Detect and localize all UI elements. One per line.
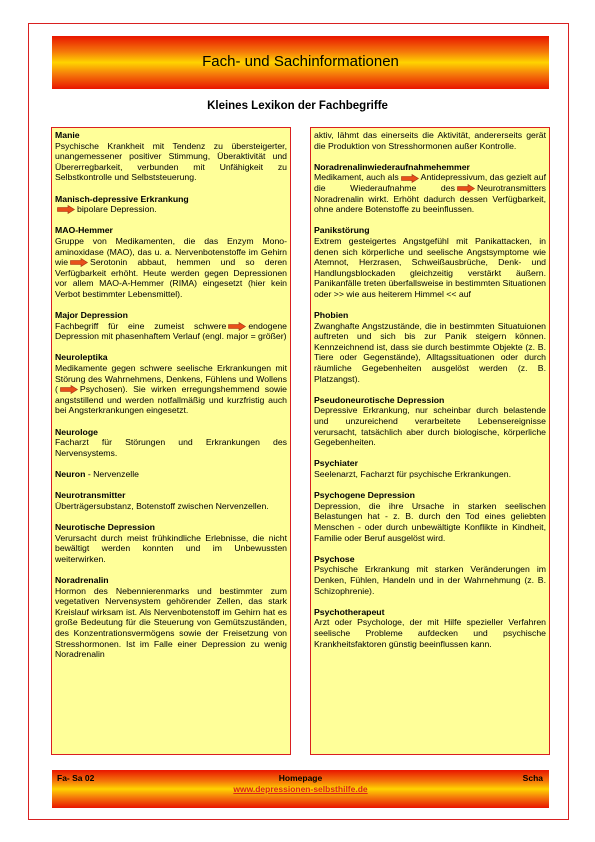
entry-term: Panikstörung (314, 225, 370, 236)
definition-text: Extrem gesteigertes Angstgefühl mit Panikattacken, in denen sich körperliche und seelische Angstsymptome wie Atemnot, Herzrasen, Schweißausbrüche, Denk- und Handlungsblockaden gleichzeitig verstärkt äußern. Panikanfälle treten überfallsweise in bestimmten Situationen oder >> wie aus heiterem Himmel << auf (314, 235, 546, 299)
definition-text: endogene Depression mit phasenhaftem Verlauf (engl. major = größer) (55, 320, 287, 342)
lexicon-entry (314, 225, 546, 299)
entry-definition (55, 501, 287, 512)
lexicon-title: Kleines Lexikon der Fachbegriffe (207, 100, 388, 112)
definition-text: Serotonin abbaut, hemmen und so deren Verfügbarkeit erhöht. Heute werden gegen Depressionen vor allem MAO-A-Hemmer (RIMA) eingesetzt (hier kein Verbot bestimmter Lebensmittel). (55, 257, 287, 299)
entry-definition (314, 501, 546, 543)
entry-definition (55, 363, 287, 416)
entry-term: MAO-Hemmer (55, 225, 113, 236)
footer-banner (52, 770, 549, 808)
entry-definition (314, 405, 546, 447)
entry-term: Noradrenalinwiederaufnahmehemmer (314, 161, 470, 172)
entry-definition (55, 586, 287, 660)
lexicon-entry (55, 469, 287, 480)
lexicon-entry (314, 607, 546, 649)
definition-text: Depression, die ihre Ursache in starken seelischen Belastungen hat - z. B. durch den Tod eines geliebten Menschen - oder durch unbewältigte Konflikte in Kindheit, Familie oder Beruf ausgelöst wird. (314, 500, 546, 543)
arrow-right-icon (57, 205, 75, 214)
entry-definition (55, 321, 287, 342)
lexicon-entry (55, 130, 287, 183)
lexicon-entry (55, 352, 287, 416)
entry-term: Phobien (314, 310, 349, 321)
lexicon-entry (55, 575, 287, 660)
lexicon-entry (314, 162, 546, 215)
definition-text: Verursacht durch meist frühkindliche Erlebnisse, die nicht bewältigt werden konnten und im Unbewussten weiterwirken. (55, 532, 287, 564)
entry-definition (55, 236, 287, 300)
header-title: Fach- und Sachinformationen (202, 53, 399, 70)
entry-term: Psychogene Depression (314, 490, 415, 501)
entry-term: Major Depression (55, 310, 128, 321)
entry-term: Psychiater (314, 458, 358, 469)
entry-definition (55, 437, 287, 458)
arrow-right-icon (457, 184, 475, 193)
entry-definition (314, 617, 546, 649)
definition-text: Facharzt für Störungen und Erkrankungen des Nervensystems. (55, 437, 287, 458)
lexicon-entry (55, 225, 287, 299)
entry-term: Manisch-depressive Erkrankung (55, 193, 189, 204)
entry-term: Noradrenalin (55, 574, 109, 585)
arrow-right-icon (70, 258, 88, 267)
lexicon-entry (55, 522, 287, 564)
lexicon-entry (314, 554, 546, 596)
arrow-right-icon (228, 322, 246, 331)
lexicon-entry (55, 490, 287, 511)
entry-inline-definition: - Nervenzelle (85, 469, 139, 479)
definition-text: Neurotransmitters Noradrenalin wirkt. Erhöht dadurch dessen Verfügbarkeit, ohne andere Botenstoffe zu beeinflussen. (314, 182, 546, 215)
entry-term: Neurologe (55, 426, 98, 437)
entry-term: Manie (55, 130, 80, 140)
definition-text: Gruppe von Medikamenten, die das Enzym Mono-aminoxidase (MAO), das u. a. Nervenbotenstoffe im Gehirn wie (55, 235, 287, 268)
right-column (310, 127, 550, 755)
definition-text: Psychosen). Sie wirken erregungshemmend sowie angststillend und werden notfallmäßig und kurzfristig auch bei Angsterkrankungen eingesetzt. (55, 384, 287, 416)
definition-text: Hormon des Nebennierenmarks und bestimmter zum vegetativen Nervensystem gehörender Zellen, das stark Kreislauf wirksam ist. Als Nervenbotenstoff im Gehirn hat es große Bedeutung für die Steuerung von Gemütszuständen, des Konzentrationsvermögens sowie der Freisetzung von Stresshormonen. Ist im Falle einer Depression zu wenig Noradrenalin (55, 585, 287, 660)
lexicon-entry (314, 490, 546, 543)
left-column (51, 127, 291, 755)
lexicon-entry (55, 427, 287, 459)
footer-homepage-label: Homepage (278, 773, 323, 783)
definition-text: Seelenarzt, Facharzt für psychische Erkrankungen. (314, 469, 512, 479)
definition-text: Antidepressivum, das gezielt auf die Wiederaufnahme des (314, 172, 546, 193)
arrow-right-icon (60, 385, 78, 394)
definition-text: Überträgersubstanz, Botenstoff zwischen Nervenzellen. (55, 500, 269, 511)
entry-term: Neuron (55, 469, 86, 479)
entry-term: Pseudoneurotische Depression (314, 394, 445, 405)
entry-definition (55, 141, 287, 183)
footer-website-link[interactable]: www.depressionen-selbsthilfe.de (233, 784, 368, 794)
entry-definition (55, 533, 287, 565)
definition-text: bipolare Depression. (77, 204, 157, 215)
entry-term: Neuroleptika (55, 352, 108, 363)
entry-definition (314, 469, 546, 480)
entry-definition (314, 321, 546, 385)
arrow-right-icon (401, 174, 419, 183)
entry-definition (314, 564, 546, 596)
lexicon-entry (314, 310, 546, 384)
definition-text: Depressive Erkrankung, nur scheinbar durch belastende und unzureichend verarbeitete Lebensereignisse verursacht, tatsächlich aber durch biologische, körperliche Gegebenheiten. (314, 405, 546, 448)
header-banner (52, 36, 549, 89)
lexicon-entry (314, 458, 546, 479)
entry-term: Neurotische Depression (55, 521, 155, 532)
lexicon-entry (55, 194, 287, 215)
footer-author: Scha (522, 773, 543, 783)
definition-text: Medikament, auch als (314, 172, 399, 183)
definition-text: Psychische Krankheit mit Tendenz zu übersteigerter, unangemessener positiver Stimmung, Überaktivität und Übererregbarkeit, verbunden mit Unfähigkeit zu Selbstkontrolle und Selbststeuerung. (55, 140, 287, 183)
entry-term: Psychotherapeut (314, 606, 385, 617)
entry-definition (314, 236, 546, 300)
lexicon-entry (314, 130, 546, 151)
definition-text: Fachbegriff für eine zumeist schwere (55, 320, 227, 331)
entry-term: Psychose (314, 553, 355, 564)
entry-definition (314, 130, 546, 151)
definition-text: Psychische Erkrankung mit starken Veränderungen im Denken, Fühlen, Handeln und in der Wahrnehmung (z. B. Schizophrenie). (314, 564, 546, 596)
definition-text: Medikamente gegen schwere seelische Erkrankungen mit Störung des Wahrnehmens, Denkens, Fühlens und Wollens ( (55, 363, 287, 395)
entry-definition (314, 172, 546, 214)
entry-definition (55, 204, 287, 215)
footer-code: Fa- Sa 02 (57, 773, 95, 783)
definition-text: aktiv, lähmt das einerseits die Aktivität, andererseits gerät die Produktion von Stresshormonen außer Kontrolle. (314, 130, 546, 151)
entry-term: Neurotransmitter (55, 490, 126, 501)
lexicon-entry (55, 310, 287, 342)
definition-text: Zwanghafte Angstzustände, die in bestimmten Situatuionen auftreten und sich bis zur Panik steigern können. Kennzeichnend ist, dass sie durch bestimmte Objekte (z. B. Tiere oder Gegenstände), Alltagssituationen oder durch räumliche Gegebenheiten ausgelöst werden (z. B. Platzangst). (314, 320, 546, 384)
definition-text: Arzt oder Psychologe, der mit Hilfe spezieller Verfahren seelische Probleme aufdecken und psychische Krankheitsfaktoren günstig beeinflussen kann. (314, 617, 546, 649)
lexicon-entry (314, 395, 546, 448)
